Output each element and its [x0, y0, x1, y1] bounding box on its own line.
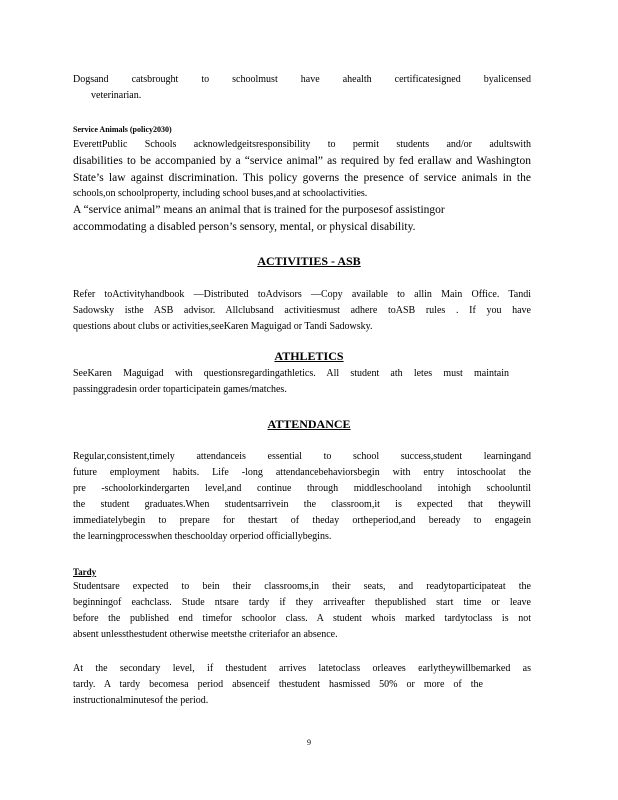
secondary-level-paragraph: [73, 661, 531, 709]
text-line: Studentsare expected to bein their classrooms,in their seats, and readytoparticipateat the: [73, 581, 531, 592]
text-line: pre -schoolorkindergarten level,and continue through middleschooland intohigh schooluntil: [73, 483, 531, 494]
text-line: absent unlessthestudent otherwise meetsthe criteriafor an absence.: [73, 629, 338, 640]
text-line: disabilities to be accompanied by a “service animal” as required by fed erallaw and Washington: [73, 155, 531, 167]
text-line: instructionalminutesof the period.: [73, 695, 209, 706]
text-line: veterinarian.: [91, 90, 142, 101]
attendance-heading: ATTENDANCE: [267, 417, 351, 431]
activities-paragraph: [73, 287, 531, 335]
attendance-paragraph: [73, 449, 531, 545]
text-line: Refer toActivityhandbook —Distributed toAdvisors —Copy available to allin Main Office. Tandi: [73, 289, 531, 300]
tardy-heading: Tardy: [73, 567, 97, 577]
athletics-paragraph: [73, 366, 531, 398]
text-line: At the secondary level, if thestudent arrives latetoclass orleaves earlytheywillbemarked as: [73, 663, 531, 674]
text-line: A “service animal” means an animal that is trained for the purposesof assistingor: [73, 204, 445, 216]
text-line: EverettPublic Schools acknowledgeitsresponsibility to permit students and/or adultswith: [73, 139, 531, 150]
text-line: the student graduates.When studentsarrivein the classroom,it is expected that theywill: [73, 499, 531, 510]
text-line: questions about clubs or activities,seeKaren Maguigad or Tandi Sadowsky.: [73, 321, 373, 332]
text-line: Regular,consistent,timely attendanceis essential to school success,student learningand: [73, 451, 531, 462]
text-line: SeeKaren Maguigad with questionsregardingathletics. All student ath letes must maintain: [73, 368, 509, 379]
text-line: schools,on schoolproperty, including school buses,and at schoolactivities.: [73, 188, 368, 199]
service-animals-paragraph: [73, 137, 531, 235]
athletics-heading: ATHLETICS: [274, 349, 344, 363]
activities-heading: ACTIVITIES - ASB: [257, 254, 361, 268]
text-line: before the published end timefor schoolor class. A student whois marked tardytoclass is not: [73, 613, 531, 624]
text-line: immediatelybegin to prepare for thestart of theday ortheperiod,and bеready to engagein: [73, 515, 531, 526]
text-line: tardy. A tardy becomesa period absenceif thestudent hasmissed 50% or more of the: [73, 679, 483, 690]
text-line: State’s law against discrimination. This policy governs the presence of service animals in the: [73, 171, 531, 184]
text-line: Sadowsky isthe ASB advisor. Allclubsand activitiesmust adhere toASB rules . If you have: [73, 305, 531, 316]
page-number: 9: [307, 738, 311, 747]
text-line: accommodating a disabled person’s sensory, mental, or physical disability.: [73, 220, 416, 233]
dogs-cats-paragraph: [73, 72, 531, 104]
service-animals-heading: Service Animals (policy2030): [73, 125, 172, 134]
text-line: beginningof eachclass. Stude ntsare tardy if they arriveafter thepublished start time or leave: [73, 597, 531, 608]
text-line: passinggradesin order toparticipatein games/matches.: [73, 384, 287, 395]
text-line: Dogsand catsbrought to schoolmust have ahealth certificatesigned byalicensed: [73, 74, 531, 85]
tardy-paragraph: [73, 579, 531, 643]
text-line: the learningprocesswhen theschoolday orperiod officiallybegins.: [73, 531, 332, 542]
text-line: future employment habits. Life -long attendancebehaviorsbegin with entry intoschoolat the: [73, 467, 531, 478]
